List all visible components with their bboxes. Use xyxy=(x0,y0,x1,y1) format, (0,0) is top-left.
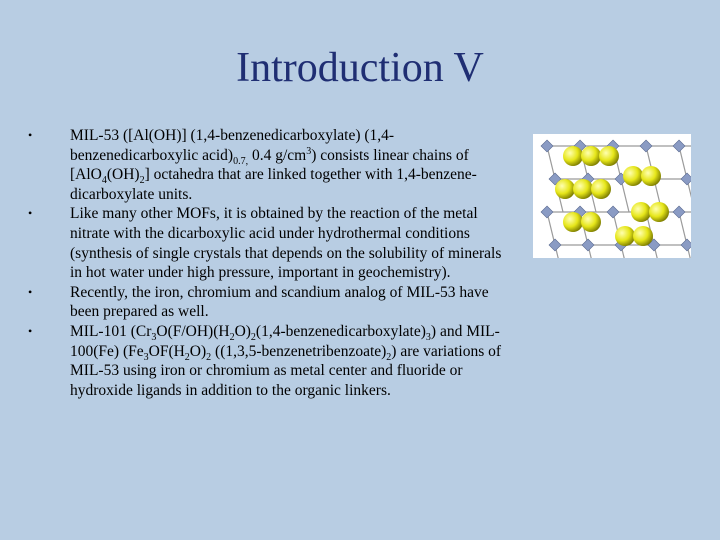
bullet-text-part: 2 xyxy=(250,332,256,344)
guest-sphere xyxy=(591,179,611,199)
slide-title: Introduction V xyxy=(236,45,484,91)
octahedron-node xyxy=(607,206,619,218)
bullet-dot: • xyxy=(28,128,33,142)
bullet-item xyxy=(28,283,508,322)
octahedron-node xyxy=(673,206,685,218)
bullet-text-part: 2 xyxy=(184,351,190,363)
octahedron-node xyxy=(582,239,594,251)
guest-sphere xyxy=(555,179,575,199)
bullet-dot: • xyxy=(28,284,33,299)
bullet-text-part: ) consists linear chains of [AlO xyxy=(70,146,469,184)
octahedron-node xyxy=(549,239,561,251)
guest-sphere xyxy=(581,212,601,232)
bullet-text-part: ] octahedra that are linked together with 1,4-benzene-dicarboxylate units. xyxy=(70,166,477,203)
bullet-text-part: 2 xyxy=(206,351,212,363)
bullet-text-part: Recently, the iron, chromium and scandium analog of MIL-53 have been prepared as well. xyxy=(70,283,489,321)
bullet-text-part: 3 xyxy=(143,351,149,363)
bullet-text-part: 2 xyxy=(229,332,235,344)
bullet-text-part: (1,4-benzenedicarboxylate) xyxy=(255,322,426,340)
octahedron-node xyxy=(681,239,691,251)
bullet-text-part: 4 xyxy=(101,175,107,187)
bullet-item xyxy=(28,126,508,204)
mil53-structure-image xyxy=(533,134,691,258)
bullet-text-part: O) xyxy=(189,342,207,360)
octahedron-node xyxy=(541,206,553,218)
guest-sphere xyxy=(633,226,653,246)
bullet-text-part: 0.4 g/cm xyxy=(248,146,307,164)
guest-sphere xyxy=(615,226,635,246)
guest-sphere xyxy=(631,202,651,222)
bullet-text-part: ((1,3,5-benzenetribenzoate) xyxy=(211,342,387,360)
octahedron-node xyxy=(681,173,691,185)
bullet-item xyxy=(28,322,508,400)
bullet-text-part: (OH) xyxy=(106,166,140,184)
bullet-dot: • xyxy=(28,206,33,221)
bullet-text-part: ) and MIL-100(Fe) (Fe xyxy=(70,322,500,360)
bullet-text-part: 3 xyxy=(151,332,157,344)
bullet-text-part: O) xyxy=(234,322,251,340)
bullet-text-part: OF(H xyxy=(148,342,185,360)
guest-sphere xyxy=(563,146,583,166)
octahedron-node xyxy=(673,140,685,152)
bullet-item xyxy=(28,204,508,282)
guest-sphere xyxy=(641,166,661,186)
guest-sphere xyxy=(581,146,601,166)
bullet-text-part: 3 xyxy=(425,332,431,344)
octahedron-node xyxy=(640,140,652,152)
guest-sphere xyxy=(599,146,619,166)
octahedron-node xyxy=(541,140,553,152)
bullet-text-part: Like many other MOFs, it is obtained by the reaction of the metal nitrate with the dicarboxylic acid under hydrothermal conditions (synthesis of single crystals that depends on the solubility of minerals in hot water under high pressure, important in geochemistry). xyxy=(70,205,502,282)
mil53-structure-drawing xyxy=(533,134,691,258)
bullet-dot: • xyxy=(28,323,33,338)
bullet-text-part: ) are variations of MIL-53 using iron or chromium as metal center and fluoride or hydroxide ligands in addition to the organic linkers. xyxy=(70,342,502,399)
guest-sphere xyxy=(623,166,643,186)
bullet-text-part: 3 xyxy=(306,145,312,157)
bullet-list xyxy=(28,126,508,400)
bullet-text-part: 0.7, xyxy=(233,155,249,167)
bullet-text-part: 2 xyxy=(386,351,392,363)
bullet-text-part: MIL-101 (Cr xyxy=(70,322,152,340)
guest-sphere xyxy=(649,202,669,222)
bullet-text-part: O(F/OH)(H xyxy=(156,322,230,340)
bullet-text-part: MIL-53 ([Al(OH)] (1,4-benzenedicarboxylate) (1,4-benzenedicarboxylic acid) xyxy=(70,127,395,164)
guest-sphere xyxy=(563,212,583,232)
guest-sphere xyxy=(573,179,593,199)
bullet-text-part: 2 xyxy=(139,175,145,187)
